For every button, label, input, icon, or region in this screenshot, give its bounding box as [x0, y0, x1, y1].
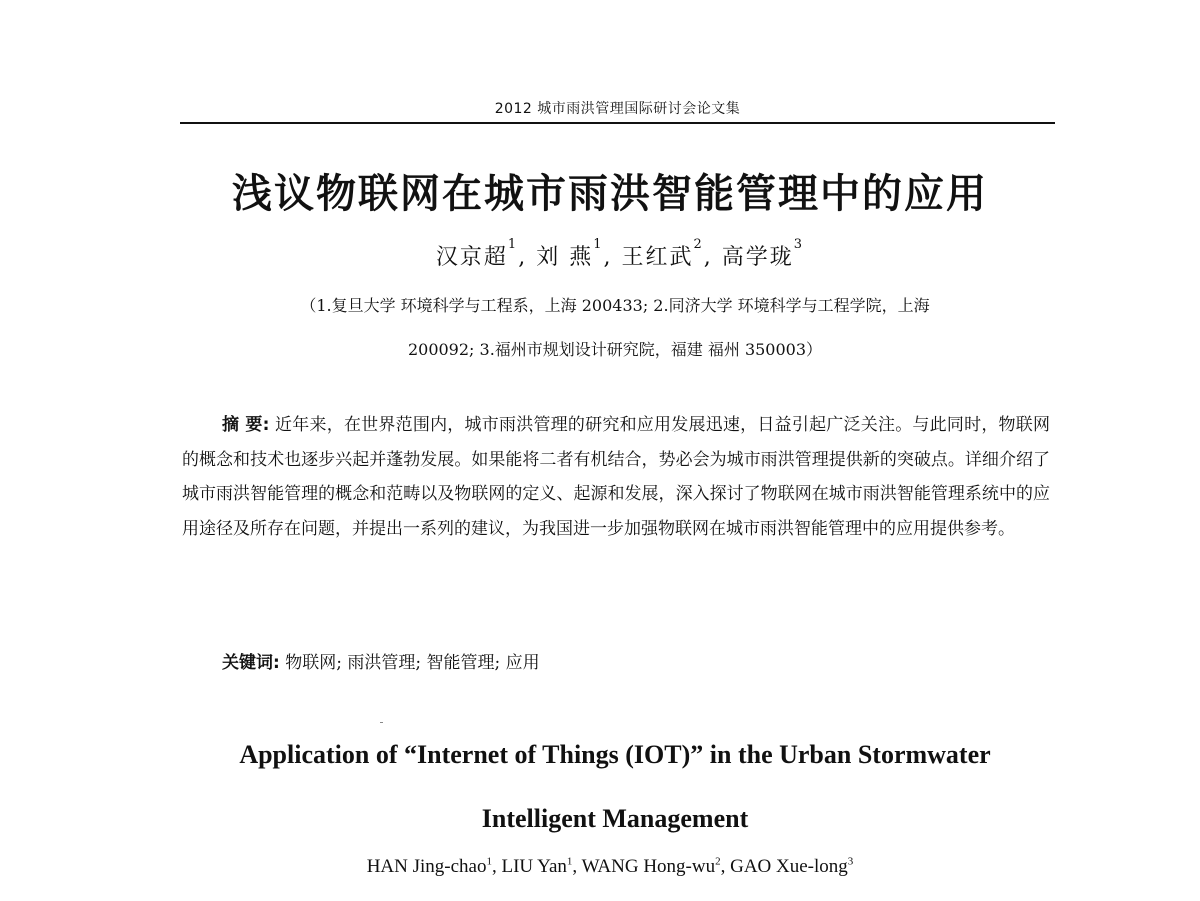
paper-title-en-line-1: Application of “Internet of Things (IOT)” in the Urban Stormwater [239, 740, 991, 769]
author-en: GAO Xue-long$^3$ [730, 856, 854, 878]
keywords-text: 物联网; 雨洪管理; 智能管理; 应用 [285, 653, 540, 673]
paper-title-cn: 浅议物联网在城市雨洪智能管理中的应用 [232, 171, 988, 217]
author-cn: 汉京超$^1$, [435, 237, 537, 270]
author-en: LIU Yan$^1$, [501, 856, 582, 878]
author-en: HAN Jing-chao$^1$, [366, 856, 502, 878]
authors-en [200, 856, 1020, 878]
author-cn: 高学珑$^3$ [721, 237, 805, 270]
abstract [182, 408, 1050, 546]
abstract-label: 摘 要: [222, 415, 270, 435]
running-header: 2012 城市雨洪管理国际研讨会论文集 [494, 101, 741, 117]
author-cn: 刘 燕$^1$, [536, 237, 622, 270]
author-en: WANG Hong-$wu^2$, [581, 856, 731, 878]
keywords [222, 648, 1042, 678]
abstract-text: 近年来，在世界范围内，城市雨洪管理的研究和应用发展迅速，日益引起广泛关注。与此同时，物联网的概念和技术也逐步兴起并蓬勃发展。如果能将二者有机结合，势必会为城市雨洪管理提供新的突破点。详细介绍了城市雨洪智能管理的概念和范畴以及物联网的定义、起源和发展，深入探讨了物联网在城市雨洪智能管理系统中的应用途径及所存在问题，并提出一系列的建议，为我国进一步加强物联网在城市雨洪智能管理中的应用提供参考。 [182, 415, 1051, 539]
affiliation-line-2: 200092; 3.福州市规划设计研究院，福建 福州 350003） [407, 340, 823, 359]
header-rule [180, 122, 1055, 124]
affiliation-line-1: （1.复旦大学 环境科学与工程系，上海 200433; 2.同济大学 环境科学与工程学院，上海 [300, 296, 930, 315]
author-cn: 王红武$^2$, [621, 237, 722, 270]
keywords-label: 关键词: [222, 653, 280, 673]
authors-cn [300, 237, 940, 271]
scan-speck [380, 722, 383, 723]
paper-title-en-line-2: Intelligent Management [481, 804, 749, 833]
